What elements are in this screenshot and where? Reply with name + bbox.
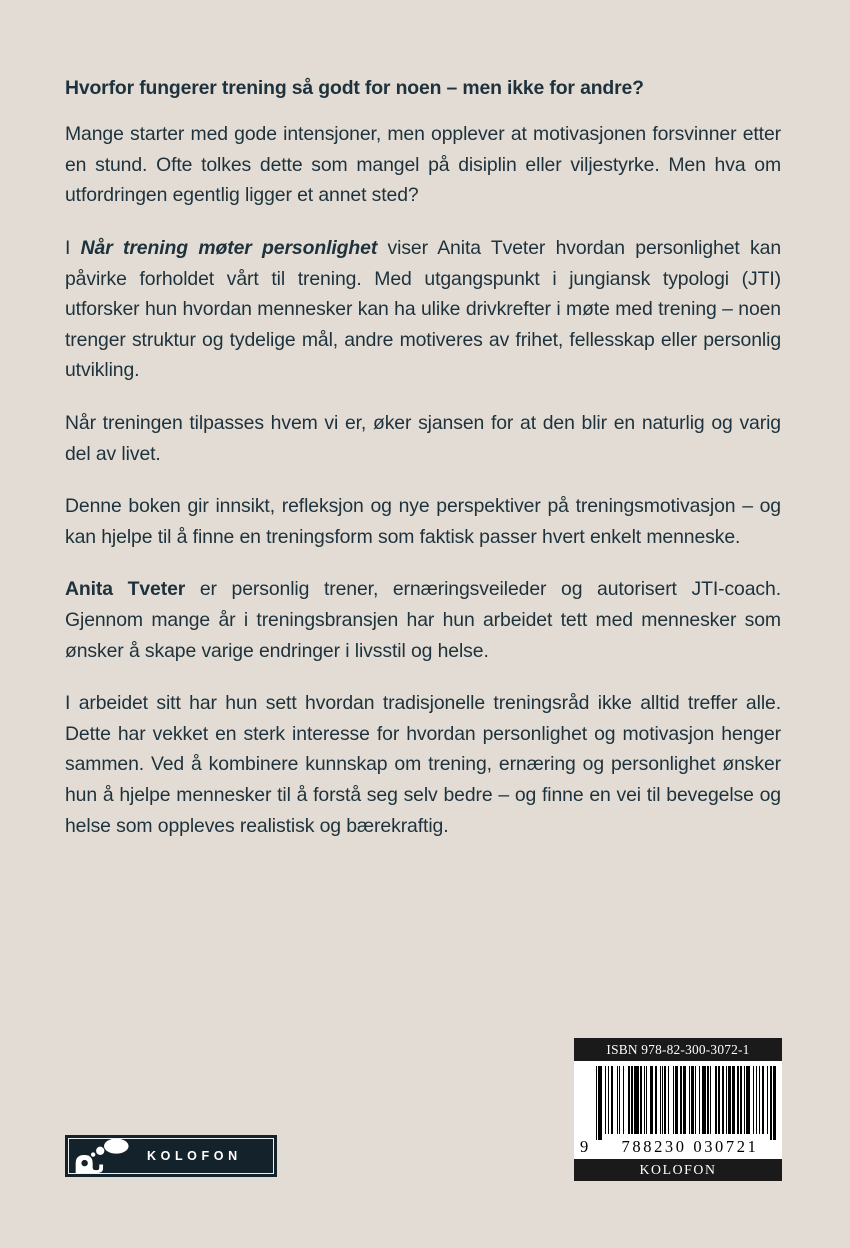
text-run: er personlig trener, ernæringsveileder og autorisert JTI-coach. Gjennom mange år i treningsbransjen har hun arbeidet tett med mennesker som ønsker å skape varige endringer i livsstil og helse.	[65, 578, 781, 662]
author-name: Anita Tveter	[65, 578, 186, 601]
page-title: Hvorfor fungerer trening så godt for noen – men ikke for andre?	[65, 77, 644, 99]
text-run: viser Anita Tveter hvordan personlighet kan påvirke forholdet vårt til trening. Med utgangspunkt i jungiansk typologi (JTI) utforsker hun hvordan mennesker kan ha ulike drivkrefter i møte med trening – noen trenger struktur og tydelige mål, andre motiveres av frihet, fellesskap eller personlig utvikling.	[65, 237, 782, 382]
barcode-publisher-footer: KOLOFON	[574, 1159, 782, 1181]
barcode-bars	[596, 1066, 776, 1140]
isbn-barcode-block	[574, 1038, 782, 1181]
paragraph-intro	[65, 119, 781, 211]
blurb-text-block	[65, 76, 781, 841]
paragraph-author-bio	[65, 574, 781, 666]
text-run: Mange starter med gode intensjoner, men opplever at motivasjonen forsvinner etter en stund. Ofte tolkes dette som mangel på disiplin eller viljestyrke. Men hva om utfordringen egentlig ligger et annet sted?	[65, 123, 781, 207]
publisher-logo	[65, 1135, 277, 1177]
publisher-logo-frame	[68, 1138, 274, 1174]
text-run: Denne boken gir innsikt, refleksjon og nye perspektiver på treningsmotivasjon – og kan hjelpe til å finne en treningsform som faktisk passer hvert enkelt menneske.	[65, 495, 781, 548]
paragraph-author-motivation	[65, 688, 781, 841]
text-run: I arbeidet sitt har hun sett hvordan tradisjonelle treningsråd ikke alltid treffer alle. Dette har vekket en sterk interesse for hvordan personlighet og motivasjon henger sammen. Ved å kombinere kunnskap om trening, ernæring og personlighet ønsker hun å hjelpe mennesker til å forstå seg selv bedre – og finne en vei til bevegelse og helse som oppleves realistisk og bærekraftig.	[65, 692, 781, 837]
book-title-emphasis: Når trening møter personlighet	[80, 237, 378, 259]
paragraph-book-offer	[65, 491, 781, 552]
barcode-main-digits: 788230 030721	[621, 1137, 759, 1156]
text-run: Når treningen tilpasses hvem vi er, øker sjansen for at den blir en naturlig og varig del av livet.	[65, 411, 781, 465]
publisher-logo-wordmark: KOLOFON	[147, 1149, 242, 1163]
barcode-digits	[580, 1137, 776, 1157]
paragraph-book-description	[65, 233, 781, 386]
barcode-graphic	[574, 1061, 782, 1159]
text-run: I	[65, 237, 81, 259]
barcode-lead-digit: 9	[580, 1137, 589, 1156]
paragraph-adaptation	[65, 408, 781, 469]
isbn-label: ISBN 978-82-300-3072-1	[574, 1038, 782, 1061]
elephant-thought-bubble-icon	[73, 1139, 135, 1173]
